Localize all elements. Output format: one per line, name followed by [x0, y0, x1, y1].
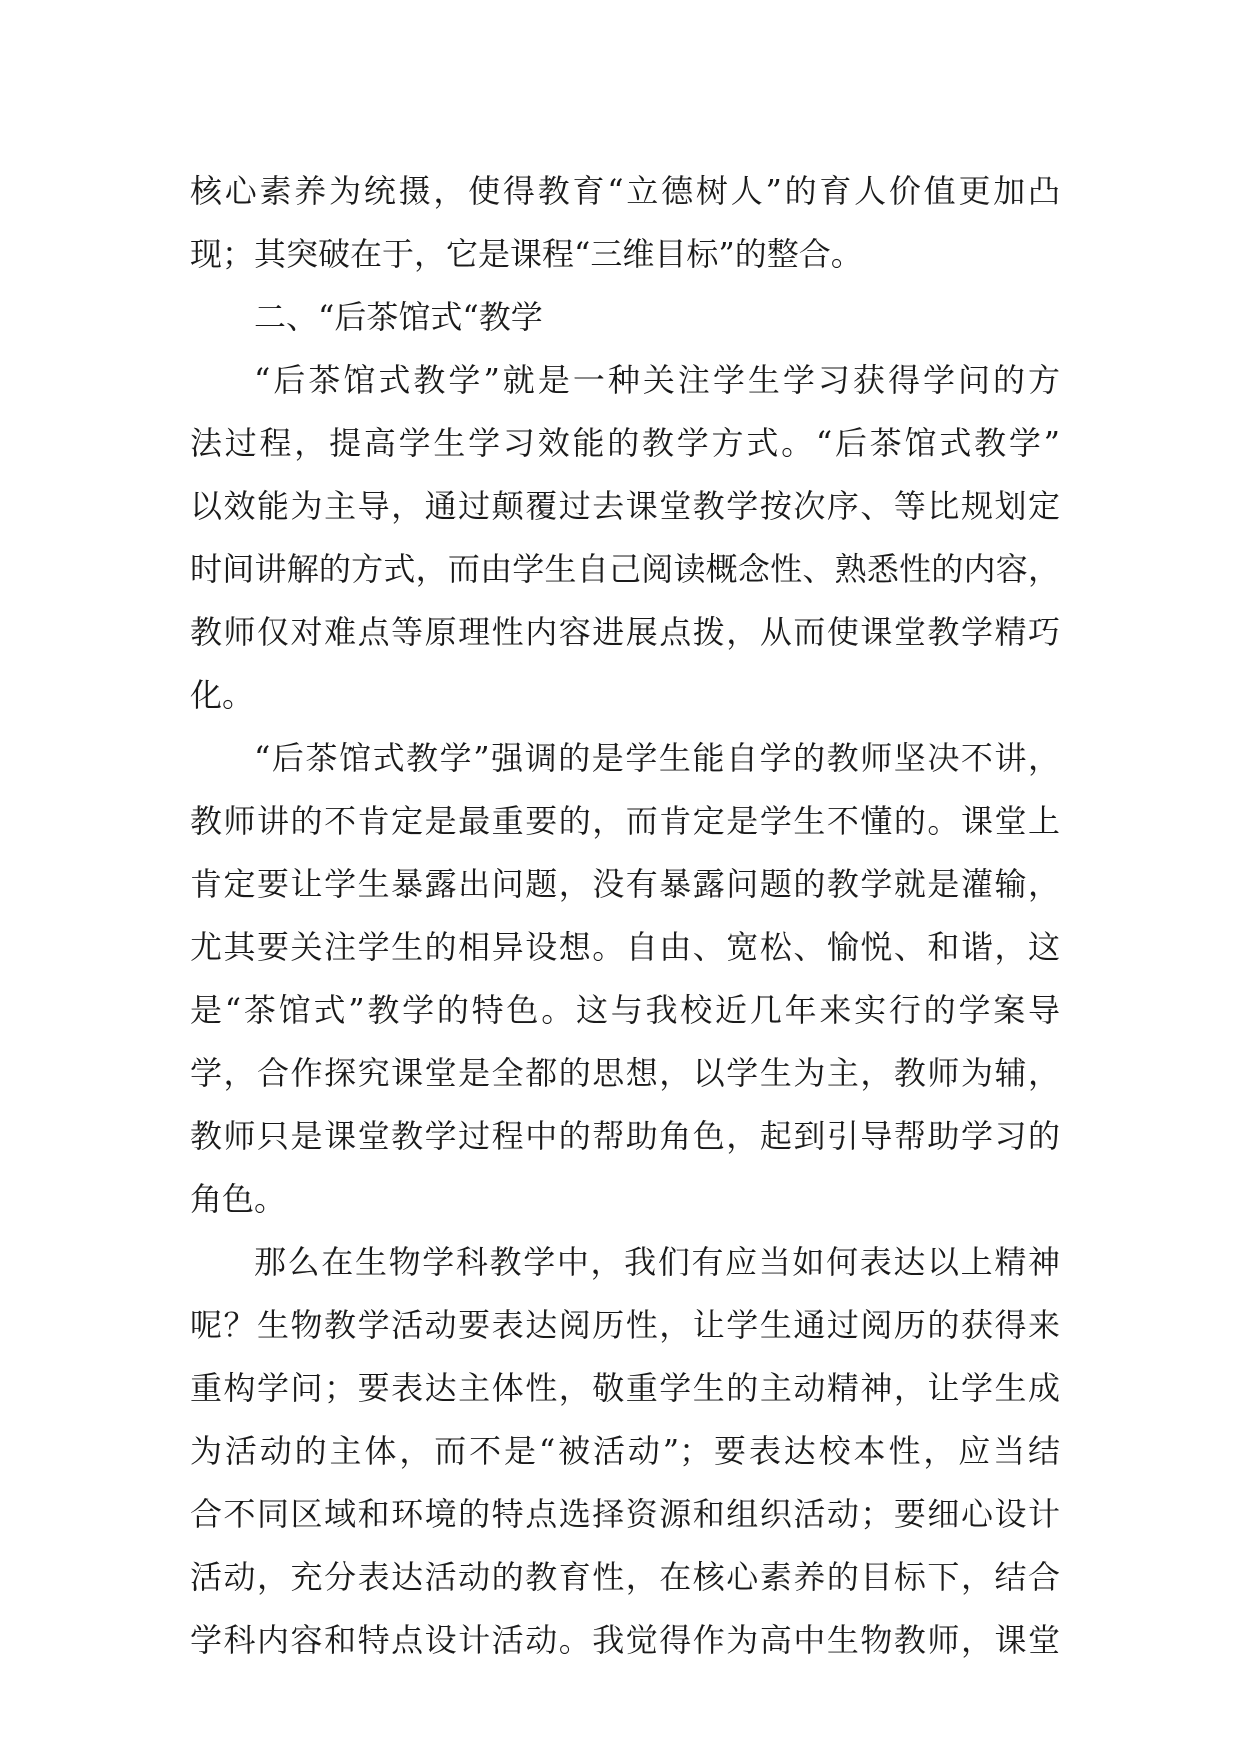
- text-line: 教师仅对难点等原理性内容进展点拨，从而使课堂教学精巧: [190, 613, 1060, 651]
- text-line: 法过程，提高学生学习效能的教学方式。“后茶馆式教学”: [190, 424, 1060, 462]
- text-line: 合不同区域和环境的特点选择资源和组织活动；要细心设计: [190, 1495, 1060, 1533]
- text-line: 为活动的主体，而不是“被活动”；要表达校本性，应当结: [190, 1432, 1060, 1470]
- text-line: 那么在生物学科教学中，我们有应当如何表达以上精神: [254, 1243, 1060, 1281]
- text-line: 教师讲的不肯定是最重要的，而肯定是学生不懂的。课堂上: [190, 802, 1060, 840]
- text-line: 以效能为主导，通过颠覆过去课堂教学按次序、等比规划定: [190, 487, 1060, 525]
- text-line: 学，合作探究课堂是全都的思想，以学生为主，教师为辅，: [190, 1054, 1060, 1092]
- text-line: “后茶馆式教学”强调的是学生能自学的教师坚决不讲，: [254, 739, 1060, 777]
- text-line: 尤其要关注学生的相异设想。自由、宽松、愉悦、和谐，这: [190, 928, 1060, 966]
- text-line: 核心素养为统摄，使得教育“立德树人”的育人价值更加凸: [190, 172, 1060, 210]
- text-line: 活动，充分表达活动的教育性，在核心素养的目标下，结合: [190, 1558, 1060, 1596]
- text-line: 教师只是课堂教学过程中的帮助角色，起到引导帮助学习的: [190, 1117, 1060, 1155]
- text-line: 呢？生物教学活动要表达阅历性，让学生通过阅历的获得来: [190, 1306, 1060, 1344]
- text-line: 重构学问；要表达主体性，敬重学生的主动精神，让学生成: [190, 1369, 1060, 1407]
- section-heading: 二、“后茶馆式“教学: [254, 298, 543, 336]
- text-line: 化。: [190, 676, 255, 714]
- text-line: 角色。: [190, 1180, 287, 1218]
- text-line: 学科内容和特点设计活动。我觉得作为高中生物教师，课堂: [190, 1621, 1060, 1659]
- text-line: 现；其突破在于，它是课程“三维目标”的整合。: [190, 235, 863, 273]
- text-line: 时间讲解的方式，而由学生自己阅读概念性、熟悉性的内容，: [190, 550, 1060, 588]
- text-line: 肯定要让学生暴露出问题，没有暴露问题的教学就是灌输，: [190, 865, 1060, 903]
- text-line: 是“茶馆式”教学的特色。这与我校近几年来实行的学案导: [190, 991, 1060, 1029]
- text-line: “后茶馆式教学”就是一种关注学生学习获得学问的方: [254, 361, 1060, 399]
- body-text: [190, 160, 1060, 1672]
